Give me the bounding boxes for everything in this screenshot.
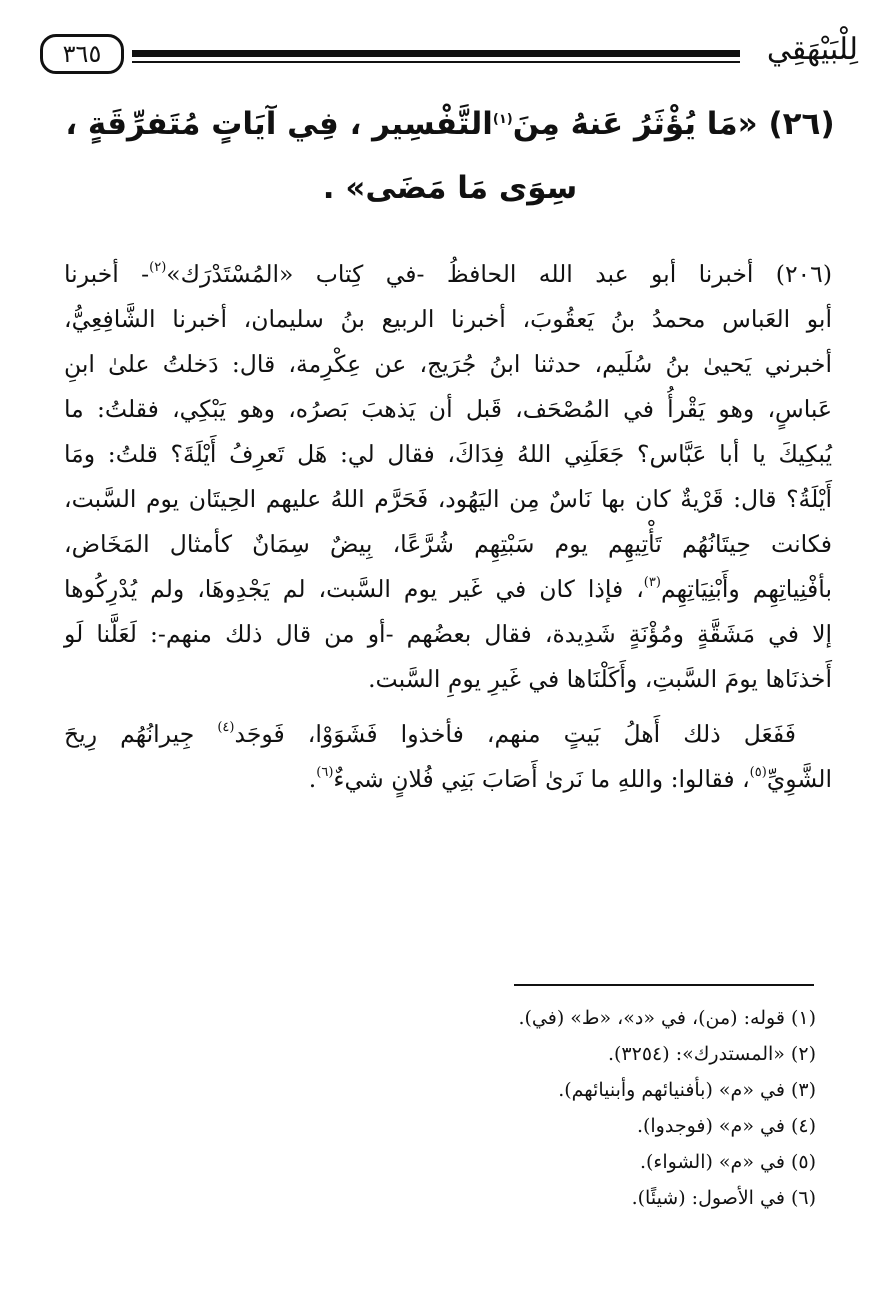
text-line: أَيْلَةُ؟ قال: قَرْيةٌ كان بها نَاسٌ مِن اليَهُود، فَحَرَّم اللهُ عليهم الحِيتَان يوم السَّبت، <box>64 485 832 513</box>
header-rule-thin <box>132 61 740 63</box>
footnote-item: (٣) في «م» (بأفنيائهم وأبنيائهم). <box>558 1079 816 1101</box>
main-text <box>64 252 832 802</box>
footnote-ref[interactable]: (١) <box>492 112 513 127</box>
text-line: أبو العَباس محمدُ بنُ يَعقُوبَ، أخبرنا الربيع بنُ سليمان، أخبرنا الشَّافِعِيُّ، <box>64 305 832 333</box>
footnote-item: (٢) «المستدرك»: (٣٢٥٤). <box>607 1043 816 1065</box>
text-line: عَباسٍ، وهو يَقْرأُ في المُصْحَف، قَبل أن يَذهبَ بَصرُه، وهو يَبْكِي، فقلتُ: ما <box>64 395 832 423</box>
paragraph-1 <box>64 252 832 702</box>
text-line: أخبرني يَحيىٰ بنُ سُلَيم، حدثنا ابنُ جُرَيج، عن عِكْرِمة، قال: دَخلتُ علىٰ ابنِ <box>64 350 832 378</box>
footnote-item: (٦) في الأصول: (شيئًا). <box>631 1187 816 1209</box>
chapter-heading <box>50 92 850 220</box>
text-line: الشَّوِيِّ$^{(٥)}$، فقالوا: واللهِ ما نَرىٰ أَصَابَ بَنِي فُلانٍ شيءٌ$^{(٦)}$. <box>308 765 832 793</box>
footnote-ref[interactable]: (٦) <box>316 765 334 780</box>
footnote-ref[interactable]: (٤) <box>217 720 235 735</box>
footnote-separator <box>514 984 814 986</box>
text-line: إلا في مَشَقَّةٍ ومُؤْنَةٍ شَدِيدة، فقال بعضُهم -أو من قال ذلك منهم-: لَعَلَّنا لَو <box>64 620 832 648</box>
header-title: لِلْبَيْهَقِي <box>766 32 858 67</box>
text-line: (٢٠٦) أخبرنا أبو عبد الله الحافظُ -في كِتاب «المُسْتَدْرَك»$^{(٢)}$- أخبرنا <box>64 260 832 288</box>
text-line: فكانت حِيتَانُهُم تَأْتِيهِم يوم سَبْتِهِم شُرَّعًا، بِيضٌ سِمَانٌ كأمثال المَخَاض، <box>64 530 832 558</box>
footnote-item: (٤) في «م» (فوجدوا). <box>636 1115 816 1137</box>
footnote-ref[interactable]: (٢) <box>149 260 167 275</box>
chapter-heading-line-1: (٢٦) «مَا يُؤْثَرُ عَنهُ مِنَ$^{(١)}$التَّفْسِير ، فِي آيَاتٍ مُتَفرِّقَةٍ ، <box>65 106 835 142</box>
footnote-ref[interactable]: (٥) <box>749 765 767 780</box>
chapter-heading-line-2: سِوَى مَا مَضَى» . <box>322 170 578 206</box>
running-header <box>36 28 858 78</box>
footnote-ref[interactable]: (٣) <box>643 575 661 590</box>
page-number: ٣٦٥ <box>40 34 124 74</box>
footnote-item: (١) قوله: (من)، في «د»، «ط» (في). <box>518 1007 816 1029</box>
footnotes <box>300 1000 816 1216</box>
footnote-item: (٥) في «م» (الشواء). <box>639 1151 816 1173</box>
text-line: بأفْنِياتِهِم وأَبْنِيَاتِهِم$^{(٣)}$، فإذا كان في غَير يوم السَّبت، لم يَجْدِوهَا، ولم يُدْرِكُوها <box>64 575 832 603</box>
header-rule-thick <box>132 50 740 57</box>
paragraph-2 <box>64 712 832 802</box>
text-line: أَخذنَاها يومَ السَّبتِ، وأَكَلْنَاها في غَيرِ يومِ السَّبت. <box>368 665 832 693</box>
text-line: فَفَعَل ذلك أَهلُ بَيتٍ منهم، فأخذوا فَشَوَوْا، فَوجَد$^{(٤)}$ جِيرانُهُم رِيحَ <box>64 720 797 748</box>
text-line: يُبكِيكَ يا أبا عَبَّاس؟ جَعَلَنِي اللهُ فِدَاكَ، فقال لي: هَل تَعرِفُ أَيْلَةَ؟ قلتُ: ومَا <box>64 440 832 468</box>
